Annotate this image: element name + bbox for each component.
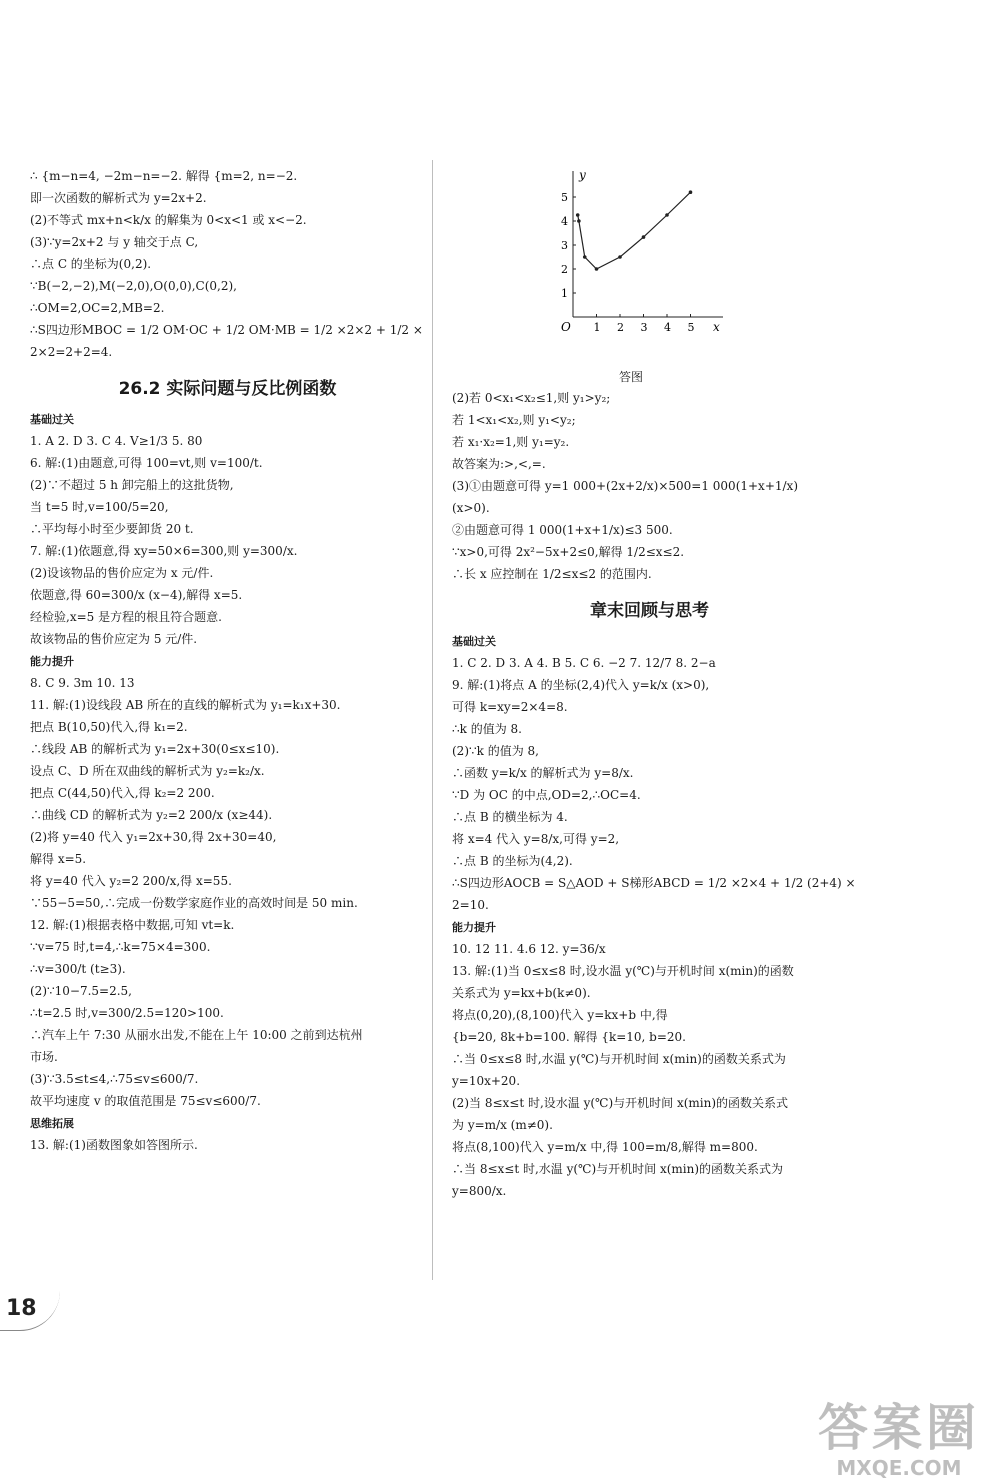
text-line: (2)∵10−7.5=2.5, [30, 984, 132, 998]
text-line: 把点 B(10,50)代入,得 k₁=2. [30, 720, 188, 734]
section-title: 章末回顾与思考 [590, 601, 709, 621]
data-point [595, 267, 599, 271]
watermark [818, 1388, 980, 1480]
text-line: ∴当 8≤x≤t 时,水温 y(℃)与开机时间 x(min)的函数关系式为 [452, 1162, 784, 1176]
data-point [689, 190, 693, 194]
text-line: 故该物品的售价应定为 5 元/件. [30, 632, 198, 646]
text-line: (2)不等式 mx+n<k/x 的解集为 0<x<1 或 x<−2. [30, 213, 307, 227]
text-line: 8. C 9. 3m 10. 13 [30, 676, 135, 690]
text-line: ∵v=75 时,t=4,∴k=75×4=300. [30, 940, 211, 954]
section-title: 26.2 实际问题与反比例函数 [118, 379, 337, 399]
text-line: 当 t=5 时,v=100/5=20, [30, 500, 169, 514]
text-line: 12. 解:(1)根据表格中数据,可知 vt=k. [30, 918, 235, 932]
text-line: ∴OM=2,OC=2,MB=2. [30, 301, 165, 315]
text-line: 9. 解:(1)将点 A 的坐标(2,4)代入 y=k/x (x>0), [452, 678, 710, 692]
text-line: 为 y=m/x (m≠0). [452, 1118, 553, 1132]
text-line: (3)∵y=2x+2 与 y 轴交于点 C, [30, 235, 199, 249]
origin-label: O [561, 320, 571, 334]
text-line: 即一次函数的解析式为 y=2x+2. [30, 191, 207, 205]
text-line: 故平均速度 v 的取值范围是 75≤v≤600/7. [30, 1094, 261, 1108]
text-line: 依题意,得 60=300/x (x−4),解得 x=5. [30, 588, 243, 602]
text-line: 将 x=4 代入 y=8/x,可得 y=2, [452, 832, 620, 846]
text-line: 解得 x=5. [30, 852, 87, 866]
watermark-logo: 答案圈 [818, 1399, 980, 1457]
text-line: 设点 C、D 所在双曲线的解析式为 y₂=k₂/x. [30, 764, 265, 778]
text-line: 1. C 2. D 3. A 4. B 5. C 6. −2 7. 12/7 8. 2−a [452, 656, 716, 670]
text-line: ∴t=2.5 时,v=300/2.5=120>100. [30, 1006, 224, 1020]
text-line: (2)∵不超过 5 h 卸完船上的这批货物, [30, 478, 234, 492]
text-line: ∵D 为 OC 的中点,OD=2,∴OC=4. [452, 788, 641, 802]
text-line: 可得 k=xy=2×4=8. [452, 700, 568, 714]
text-line: {b=20, 8k+b=100. 解得 {k=10, b=20. [452, 1030, 686, 1044]
text-line: (2)当 8≤x≤t 时,设水温 y(℃)与开机时间 x(min)的函数关系式 [452, 1096, 789, 1110]
text-line: ∵55−5=50,∴完成一份数学家庭作业的高效时间是 50 min. [30, 896, 358, 910]
text-line: ∴k 的值为 8. [452, 722, 522, 736]
text-line: (3)①由题意可得 y=1 000+(2x+2/x)×500=1 000(1+x+1/x) [452, 479, 799, 493]
text-line: 10. 12 11. 4.6 12. y=36/x [452, 942, 606, 956]
text-line: (2)将 y=40 代入 y₁=2x+30,得 2x+30=40, [30, 830, 277, 844]
text-line: 1. A 2. D 3. C 4. V≥1/3 5. 80 [30, 434, 203, 448]
data-point [665, 213, 669, 217]
text-line: 13. 解:(1)当 0≤x≤8 时,设水温 y(℃)与开机时间 x(min)的函数 [452, 964, 794, 978]
data-point [577, 219, 581, 223]
text-line: ∴线段 AB 的解析式为 y₁=2x+30(0≤x≤10). [30, 742, 280, 756]
x-tick-label: 5 [687, 321, 695, 334]
x-tick-label: 4 [664, 321, 671, 334]
text-line: (2)∵k 的值为 8, [452, 744, 539, 758]
text-line: 故答案为:>,<,=. [452, 457, 546, 471]
column-divider [432, 160, 433, 1280]
text-line: (2)设该物品的售价应定为 x 元/件. [30, 566, 214, 580]
text-line: ∵B(−2,−2),M(−2,0),O(0,0),C(0,2), [30, 279, 237, 293]
text-line: ∴v=300/t (t≥3). [30, 962, 126, 976]
text-line: ∴长 x 应控制在 1/2≤x≤2 的范围内. [452, 567, 652, 581]
text-line: ∴曲线 CD 的解析式为 y₂=2 200/x (x≥44). [30, 808, 273, 822]
data-point [576, 213, 580, 217]
section-tag: 思维拓展 [30, 1117, 74, 1130]
text-line: ∴S四边形MBOC = 1/2 OM·OC + 1/2 OM·MB = 1/2 ×2×2 + 1/2 × [30, 323, 423, 337]
text-line: ∴当 0≤x≤8 时,水温 y(℃)与开机时间 x(min)的函数关系式为 [452, 1052, 786, 1066]
y-tick-label: 1 [561, 287, 568, 300]
x-tick-label: 1 [593, 321, 601, 334]
data-point [642, 235, 646, 239]
y-axis-label: y [579, 168, 586, 182]
y-tick-label: 2 [561, 263, 568, 276]
text-line: 若 1<x₁<x₂,则 y₁<y₂; [452, 413, 576, 427]
right-column [452, 390, 856, 1205]
data-point [618, 255, 622, 259]
text-line: 7. 解:(1)依题意,得 xy=50×6=300,则 y=300/x. [30, 544, 298, 558]
text-line: 将点(8,100)代入 y=m/x 中,得 100=m/8,解得 m=800. [452, 1140, 758, 1154]
text-line: 2×2=2+2=4. [30, 345, 113, 359]
section-tag: 基础过关 [30, 413, 74, 426]
text-line: ∴汽车上午 7:30 从丽水出发,不能在上午 10:00 之前到达杭州 [30, 1028, 363, 1042]
text-line: 市场. [30, 1050, 58, 1064]
text-line: ∴点 C 的坐标为(0,2). [30, 257, 152, 271]
text-line: 6. 解:(1)由题意,可得 100=vt,则 v=100/t. [30, 456, 263, 470]
section-tag: 能力提升 [30, 655, 74, 668]
text-line: (x>0). [452, 501, 490, 515]
text-line: y=10x+20. [452, 1074, 521, 1088]
function-graph [555, 165, 735, 365]
data-point [583, 255, 587, 259]
text-line: ②由题意可得 1 000(1+x+1/x)≤3 500. [452, 523, 673, 537]
text-line: ∴S四边形AOCB = S△AOD + S梯形ABCD = 1/2 ×2×4 + 1/2 (2+4) × [452, 876, 856, 890]
y-tick-label: 3 [561, 239, 568, 252]
text-line: 经检验,x=5 是方程的根且符合题意. [30, 610, 222, 624]
text-line: 将点(0,20),(8,100)代入 y=kx+b 中,得 [452, 1008, 668, 1022]
curve [578, 192, 691, 269]
text-line: 关系式为 y=kx+b(k≠0). [452, 986, 591, 1000]
watermark-site: MXQE.COM [836, 1456, 962, 1480]
x-axis-label: x [713, 320, 720, 334]
page-number: 18 [6, 1296, 37, 1321]
x-tick-label: 2 [617, 321, 624, 334]
text-line: ∴点 B 的坐标为(4,2). [452, 854, 573, 868]
section-tag: 基础过关 [452, 635, 496, 648]
y-tick-label: 4 [561, 215, 568, 228]
text-line: 把点 C(44,50)代入,得 k₂=2 200. [30, 786, 215, 800]
left-column [30, 168, 425, 1159]
text-line: ∴ {m−n=4, −2m−n=−2. 解得 {m=2, n=−2. [30, 169, 298, 183]
section-tag: 能力提升 [452, 921, 496, 934]
text-line: ∵x>0,可得 2x²−5x+2≤0,解得 1/2≤x≤2. [452, 545, 685, 559]
text-line: 11. 解:(1)设线段 AB 所在的直线的解析式为 y₁=k₁x+30. [30, 698, 341, 712]
text-line: 2=10. [452, 898, 489, 912]
graph-caption: 答图 [619, 370, 644, 384]
text-line: ∴函数 y=k/x 的解析式为 y=8/x. [452, 766, 634, 780]
text-line: ∴平均每小时至少要卸货 20 t. [30, 522, 194, 536]
text-line: (3)∵3.5≤t≤4,∴75≤v≤600/7. [30, 1072, 199, 1086]
text-line: (2)若 0<x₁<x₂≤1,则 y₁>y₂; [452, 391, 611, 405]
y-tick-label: 5 [561, 191, 568, 204]
text-line: y=800/x. [452, 1184, 507, 1198]
text-line: 若 x₁·x₂=1,则 y₁=y₂. [452, 435, 570, 449]
x-tick-label: 3 [640, 321, 648, 334]
text-line: 将 y=40 代入 y₂=2 200/x,得 x=55. [30, 874, 232, 888]
text-line: 13. 解:(1)函数图象如答图所示. [30, 1138, 198, 1152]
text-line: ∴点 B 的横坐标为 4. [452, 810, 568, 824]
